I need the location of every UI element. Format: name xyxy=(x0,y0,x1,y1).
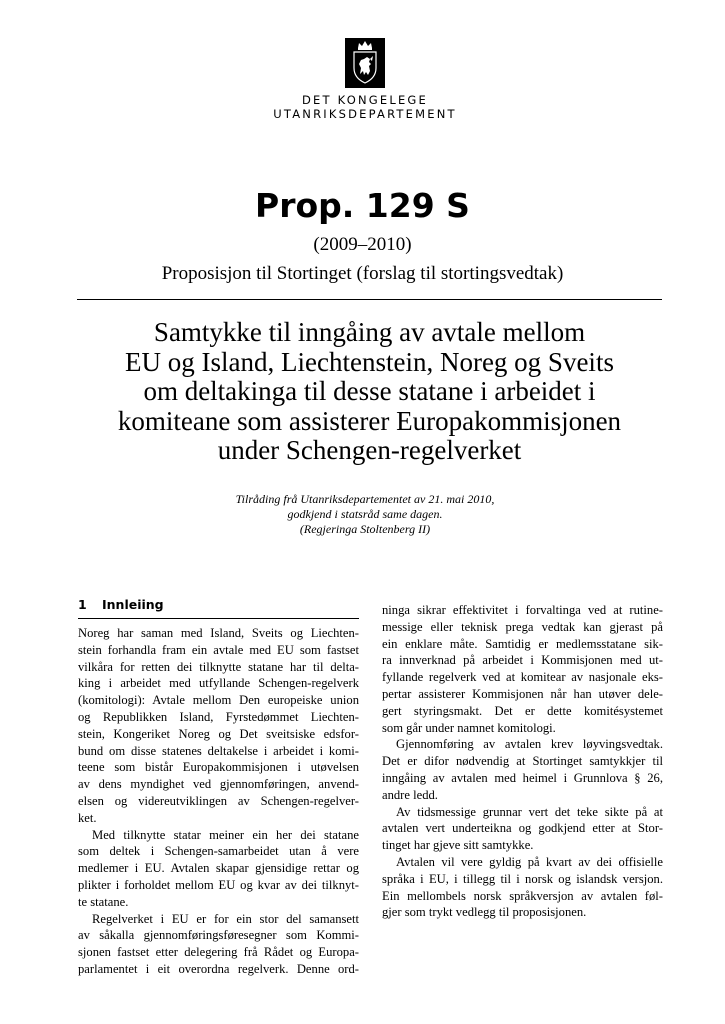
text-line: king i arbeidet med utfyllande Schengen-regelverk xyxy=(78,676,359,691)
text-line: Noreg har saman med Island, Sveits og Liechten- xyxy=(78,626,359,640)
text-line: Avtalen vil vere gyldig på kvart av dei offisielle xyxy=(396,854,663,869)
proposition-year: (2009–2010) xyxy=(313,234,412,255)
text-line: (komitologi): Avtale mellom Den europeiske union xyxy=(78,693,359,708)
text-line: elsen og videreutviklingen av Schengen-regelver- xyxy=(78,793,359,808)
proposition-subtitle: Proposisjon til Stortinget (forslag til stortingsvedtak) xyxy=(161,263,564,284)
advice-line: (Regjeringa Stoltenberg II) xyxy=(299,522,431,536)
text-line: stein, Kongeriket Noreg og Det sveitsiske edsfor- xyxy=(78,726,359,741)
right-column xyxy=(382,602,663,921)
ministry-name-line1: DET KONGELEGE xyxy=(302,93,428,107)
text-line: gjer som trykt vedlegg til proposisjonen. xyxy=(382,905,587,920)
text-line: vilkåra for retten dei tilknytte statane har til delta- xyxy=(78,659,359,674)
text-line: andre ledd. xyxy=(382,787,438,802)
proposition-number: Prop. 129 S xyxy=(255,186,470,225)
text-line: Av tidsmessige grunnar vert det teke sikte på at xyxy=(396,804,663,819)
text-line: av dens myndighet ved gjennomføringen, anvend- xyxy=(78,777,359,792)
text-line: medlemer i EU. Avtalen skapar gjensidige rettar og xyxy=(78,861,359,876)
text-line: fyllande regelverk ved at komitear av nasjonale eks- xyxy=(382,670,663,685)
text-line: avtalen vert underteikna og godkjend etter at Stor- xyxy=(382,821,663,836)
title-line: Samtykke til inngåing av avtale mellom xyxy=(153,317,586,347)
section-title: Innleiing xyxy=(102,597,164,612)
text-line: ket. xyxy=(78,810,97,825)
text-line: som går under namnet komitologi. xyxy=(382,720,556,735)
text-line: Det er difor nødvendig at Stortinget samtykkjer til xyxy=(382,754,663,769)
left-column xyxy=(78,625,359,978)
text-line: inngåing av avtalen med heimel i Grunnlova § 26, xyxy=(382,770,663,785)
title-line: komiteane som assisterer Europakommisjonen xyxy=(117,405,622,436)
text-line: Regelverket i EU er for ein stor del samansett xyxy=(92,911,359,926)
text-line: teene som bistår Europakommisjonen i utøvelsen xyxy=(78,760,359,775)
text-line: Gjennomføring av avtalen krev løyvingsvedtak. xyxy=(396,737,663,752)
text-line: språka i EU, i tillegg til i norsk og islandsk versjon. xyxy=(382,871,663,886)
text-line: gert styringsmakt. Det er dette komitésystemet xyxy=(382,703,663,718)
title-divider xyxy=(77,299,662,300)
text-line: ein enklare måte. Samtidig er medlemsstatane sik- xyxy=(382,636,663,651)
text-line: messige eller teknisk prega vedtak kan gjerast på xyxy=(382,619,663,634)
title-line: EU og Island, Liechtenstein, Noreg og Sveits xyxy=(125,346,614,377)
text-line: pertar assisterer Kommisjonen når han utøver dele- xyxy=(382,686,663,701)
section-number: 1 xyxy=(78,597,87,612)
text-line: ninga sikrar effektivitet i forvaltinga ved at rutine- xyxy=(382,603,663,617)
text-line: bund om disse statenes deltakelse i arbeidet i komi- xyxy=(78,743,359,758)
text-line: og Republikken Island, Fyrstedømmet Liechten- xyxy=(78,709,359,724)
text-line: Ein mellombels norsk språkversjon av avtalen føl- xyxy=(382,888,663,903)
title-line: under Schengen-regelverket xyxy=(217,435,522,465)
advice-line: Tilråding frå Utanriksdepartementet av 21. mai 2010, xyxy=(235,492,495,506)
ministry-name-line2: UTANRIKSDEPARTEMENT xyxy=(273,107,457,121)
royal-lion-coat-of-arms-icon xyxy=(345,38,385,88)
text-line: ra innverknad på arbeidet i Kommisjonen med ut- xyxy=(382,653,663,668)
document-title xyxy=(77,318,662,466)
text-line: Med tilknytte statar meiner ein her dei statane xyxy=(92,827,359,842)
advice-note xyxy=(150,492,580,537)
text-line: parlamentet i eit overordna regelverk. Denne ord- xyxy=(78,961,359,976)
text-line: plikter i forholdet mellom EU og kvar av dei tilknyt- xyxy=(78,877,359,892)
advice-line: godkjend i statsråd same dagen. xyxy=(287,507,443,521)
text-line: av såkalla gjennomføringsføresegner som Kommi- xyxy=(78,928,359,943)
text-line: sjonen fastset etter delegering frå Rådet og Europa- xyxy=(78,945,359,960)
section-heading xyxy=(78,597,164,613)
text-line: te statane. xyxy=(78,894,129,909)
text-line: tinget har gjeve sitt samtykke. xyxy=(382,838,534,853)
section-divider xyxy=(78,618,359,619)
text-line: stein forhandla fram ein avtale med EU som fastset xyxy=(78,642,359,657)
text-line: som deltek i Schengen-samarbeidet utan å vere xyxy=(78,844,359,859)
title-line: om deltakinga til desse statane i arbeidet i xyxy=(143,376,596,406)
